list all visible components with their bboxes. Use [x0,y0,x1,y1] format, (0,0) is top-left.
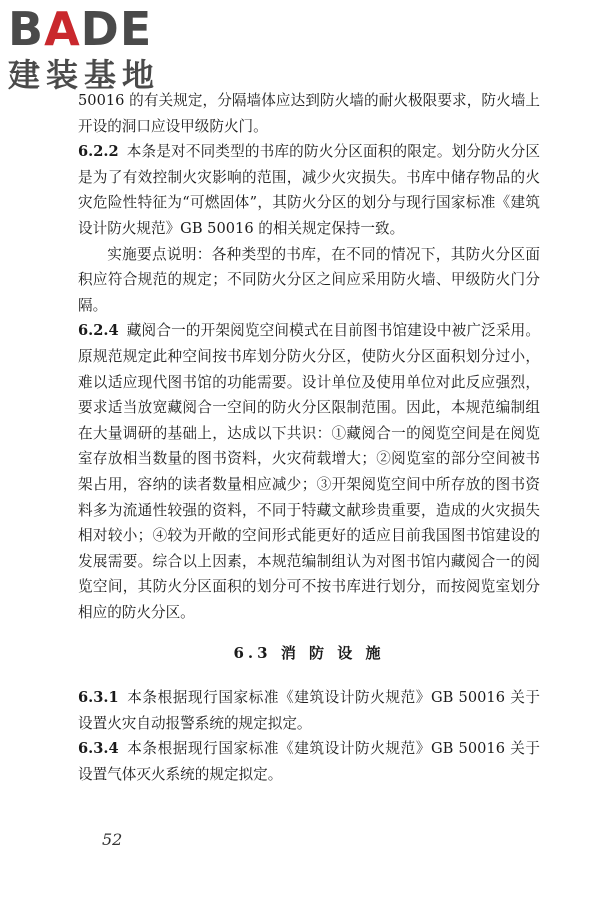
clause-number: 6.2.4 [78,322,119,340]
section-heading: 6.3 消 防 设 施 [233,644,385,663]
paragraph-continued: 50016 的有关规定，分隔墙体应达到防火墙的耐火极限要求，防火墙上开设的洞口应设甲级防火门。 [78,92,540,135]
bade-watermark-logo [8,4,188,96]
document-body [78,88,540,787]
page-number: 52 [102,830,123,849]
clause-number: 6.2.2 [78,143,119,161]
paragraph-6-2-4: 6.2.4 藏阅合一的开架阅览空间模式在目前图书馆建设中被广泛采用。原规范规定此种空间按书库划分防火分区，使防火分区面积划分过小，难以适应现代图书馆的功能需要。设计单位及使用单位对此反应强烈，要求适当放宽藏阅合一空间的防火分区限制范围。因此，本规范编制组在大量调研的基础上，达成以下共识：①藏阅合一的阅览空间是在阅览室存放相当数量的图书资料，火灾荷载增大；②阅览室的部分空间被书架占用，容纳的读者数量相应减少；③开架阅览空间中所存放的图书资料多为流通性较强的资料，不同于特藏文献珍贵重要，造成的火灾损失相对较小；④较为开敞的空间形式能更好的适应目前我国图书馆建设的发展需要。综合以上因素，本规范编制组认为对图书馆内藏阅合一的阅览空间，其防火分区面积的划分可不按书库进行划分，而按阅览室划分相应的防火分区。 [78,322,540,621]
paragraph-6-3-1: 6.3.1 本条根据现行国家标准《建筑设计防火规范》GB 50016 关于设置火灾自动报警系统的规定拟定。 [78,689,540,732]
clause-number: 6.3.4 [78,740,119,758]
paragraph-6-2-2: 6.2.2 本条是对不同类型的书库的防火分区面积的限定。划分防火分区是为了有效控制火灾影响的范围，减少火灾损失。书库中储存物品的火灾危险性特征为“可燃固体”，其防火分区的划分与现行国家标准《建筑设计防火规范》GB 50016 的相关规定保持一致。 [78,143,540,237]
watermark-chinese-text: 建装基地 [8,56,161,94]
paragraph-6-3-4: 6.3.4 本条根据现行国家标准《建筑设计防火规范》GB 50016 关于设置气体灭火系统的规定拟定。 [78,740,540,783]
watermark-latin-text: BADE [8,2,153,56]
paragraph-implementation-note: 实施要点说明：各种类型的书库，在不同的情况下，其防火分区面积应符合规范的规定；不同防火分区之间应采用防火墙、甲级防火门分隔。 [78,245,540,314]
clause-number: 6.3.1 [78,689,119,707]
